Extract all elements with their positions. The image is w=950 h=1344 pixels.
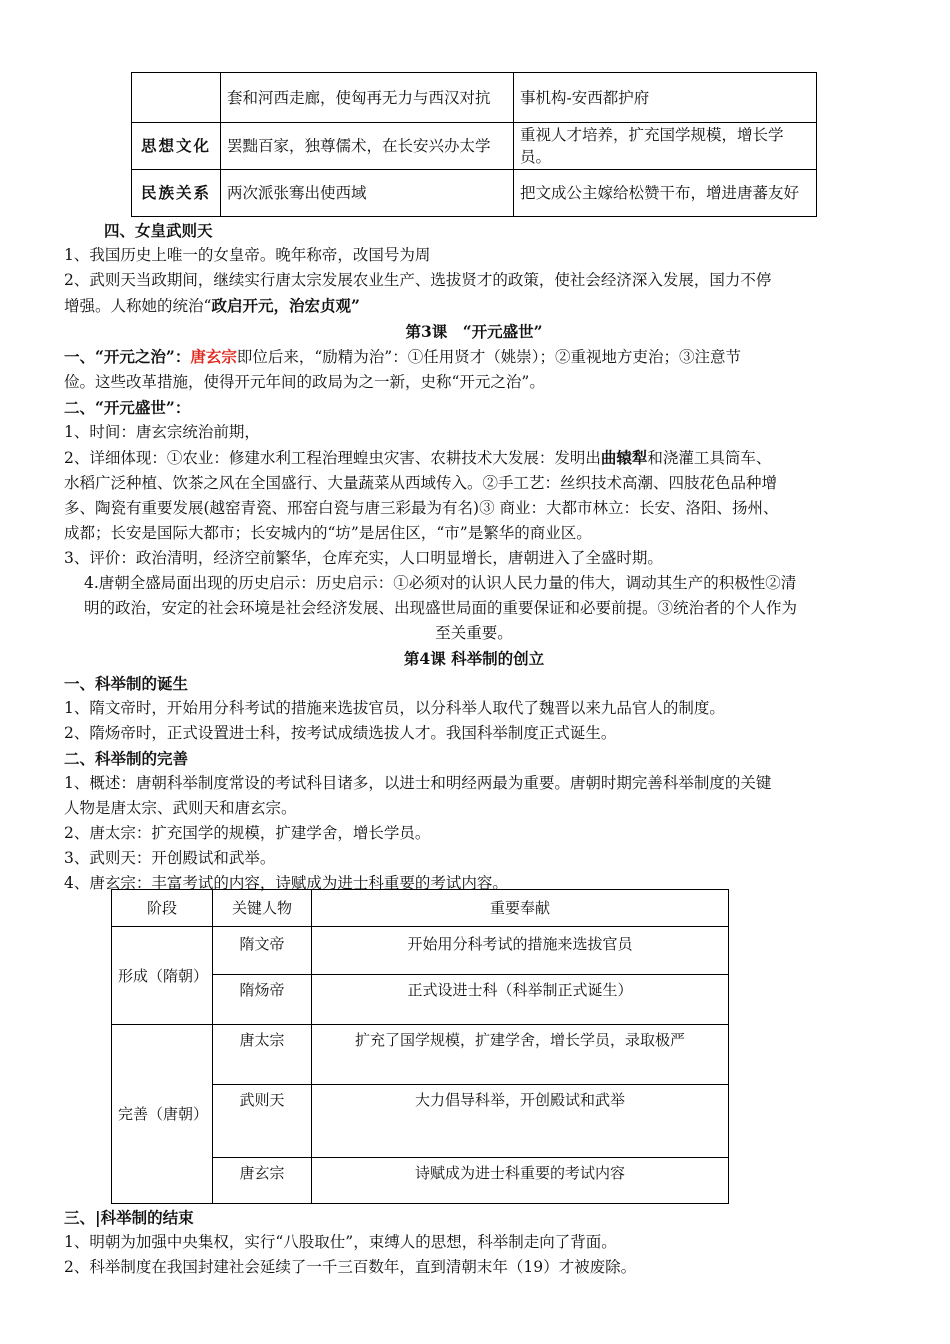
table-row <box>132 73 817 123</box>
table-row <box>132 170 817 217</box>
person-cell: 隋炀帝 <box>213 975 312 1025</box>
column-header: 重要奉献 <box>312 890 729 927</box>
section-heading: 二、“开元盛世”： <box>64 398 191 417</box>
paragraph: 水稻广泛种植、饮茶之风在全国盛行、大量蔬菜从西域传入。②手工艺：丝织技术高潮、四肢花色品种增 <box>64 474 778 492</box>
bold-text: 曲辕犁 <box>600 448 648 467</box>
person-cell: 隋文帝 <box>213 927 312 975</box>
paragraph: 2、隋炀帝时，正式设置进士科，按考试成绩选拔人才。我国科举制度正式诞生。 <box>64 724 617 742</box>
text: 增强。人称她的统治“ <box>64 297 212 315</box>
contribution-cell: 扩充了国学规模，扩建学舍，增长学员，录取极严 <box>312 1025 729 1085</box>
paragraph: 1、时间：唐玄宗统治前期， <box>64 423 260 441</box>
column-header: 关键人物 <box>213 890 312 927</box>
paragraph <box>64 445 884 471</box>
contribution-cell: 正式设进士科（科举制正式诞生） <box>312 975 729 1025</box>
contribution-cell: 开始用分科考试的措施来选拔官员 <box>312 927 729 975</box>
paragraph <box>64 344 884 370</box>
bold-text: 政启开元，治宏贞观” <box>211 296 360 315</box>
paragraph <box>64 293 884 319</box>
section-heading: 一、科举制的诞生 <box>64 674 189 693</box>
column-header: 阶段 <box>112 890 213 927</box>
table-cell: 事机构-安西都护府 <box>514 73 817 123</box>
text: 即位后来，“励精为治”：①任用贤才（姚崇）；②重视地方吏治；③注意节 <box>236 348 741 366</box>
stage-cell: 完善（唐朝） <box>112 1025 213 1204</box>
row-header <box>132 73 221 123</box>
section-heading: 三、|科举制的结束 <box>64 1208 194 1227</box>
table-cell: 把文成公主嫁给松赞干布，增进唐蕃友好 <box>514 170 817 217</box>
paragraph: 1、明朝为加强中央集权，实行“八股取仕”，束缚人的思想，科举制走向了背面。 <box>64 1233 617 1251</box>
paragraph: 俭。这些改革措施，使得开元年间的政局为之一新，史称“开元之治”。 <box>64 373 545 391</box>
table-header-row <box>112 890 729 927</box>
section-heading: 一、“开元之治”： <box>64 347 191 366</box>
contribution-cell: 诗赋成为进士科重要的考试内容 <box>312 1158 729 1204</box>
paragraph: 多、陶瓷有重要发展(越窑青瓷、邢窑白瓷与唐三彩最为有名)③ 商业：大都市林立：长安、洛阳、扬州、 <box>64 499 779 517</box>
paragraph: 2、唐太宗：扩充国学的规模，扩建学舍，增长学员。 <box>64 824 431 842</box>
section-heading: 二、科举制的完善 <box>64 749 189 768</box>
table-row <box>112 927 729 975</box>
table-row <box>132 123 817 170</box>
paragraph: 2、武则天当政期间，继续实行唐太宗发展农业生产、选拔贤才的政策，使社会经济深入发展，国力不停 <box>64 271 772 289</box>
row-header: 民族关系 <box>132 170 221 217</box>
highlight-text: 唐玄宗 <box>190 347 237 366</box>
paragraph: 2、科举制度在我国封建社会延续了一千三百数年，直到清朝末年（19）才被废除。 <box>64 1258 637 1276</box>
keju-table <box>111 889 729 1204</box>
table-row <box>112 1025 729 1085</box>
document-footer-section <box>64 1205 884 1280</box>
text: 和浇灌工具筒车、 <box>647 449 772 467</box>
lesson-title: 第4课 科举制的创立 <box>403 649 545 668</box>
person-cell: 唐太宗 <box>213 1025 312 1085</box>
paragraph: 3、评价：政治清明，经济空前繁华，仓库充实，人口明显增长，唐朝进入了全盛时期。 <box>64 549 663 567</box>
person-cell: 唐玄宗 <box>213 1158 312 1204</box>
paragraph: 人物是唐太宗、武则天和唐玄宗。 <box>64 799 297 817</box>
paragraph: 至关重要。 <box>435 624 513 642</box>
paragraph: 1、我国历史上唯一的女皇帝。晚年称帝，改国号为周 <box>64 246 431 264</box>
paragraph: 1、隋文帝时，开始用分科考试的措施来选拔官员，以分科举人取代了魏晋以来九品官人的制度。 <box>64 699 725 717</box>
table-cell: 两次派张骞出使西域 <box>221 170 514 217</box>
row-header: 思想文化 <box>132 123 221 170</box>
paragraph: 明的政治，安定的社会环境是社会经济发展、出现盛世局面的重要保证和必要前提。③统治者的个人作为 <box>84 599 798 617</box>
person-cell: 武则天 <box>213 1085 312 1158</box>
paragraph: 4.唐朝全盛局面出现的历史启示：历史启示：①必须对的认识人民力量的伟大，调动其生产的积极性②清 <box>84 574 797 592</box>
lesson-title: 第3课 “开元盛世” <box>405 322 543 341</box>
comparison-table <box>131 72 817 217</box>
table-cell: 套和河西走廊，使匈再无力与西汉对抗 <box>221 73 514 123</box>
paragraph: 1、概述：唐朝科举制度常设的考试科目诸多，以进士和明经两最为重要。唐朝时期完善科举制度的关键 <box>64 774 772 792</box>
table-cell: 重视人才培养，扩充国学规模，增长学员。 <box>514 123 817 170</box>
stage-cell: 形成（隋朝） <box>112 927 213 1025</box>
table-cell: 罢黜百家，独尊儒术，在长安兴办太学 <box>221 123 514 170</box>
document-body <box>64 218 884 896</box>
paragraph: 3、武则天：开创殿试和武举。 <box>64 849 276 867</box>
contribution-cell: 大力倡导科举，开创殿试和武举 <box>312 1085 729 1158</box>
text: 2、详细体现：①农业：修建水利工程治理蝗虫灾害、农耕技术大发展：发明出 <box>64 449 601 467</box>
section-heading: 四、女皇武则天 <box>104 221 213 240</box>
paragraph: 成都；长安是国际大都市；长安城内的“坊”是居住区，“市”是繁华的商业区。 <box>64 524 592 542</box>
paragraph: 4、唐玄宗：丰富考试的内容，诗赋成为进士科重要的考试内容。 <box>64 874 508 892</box>
